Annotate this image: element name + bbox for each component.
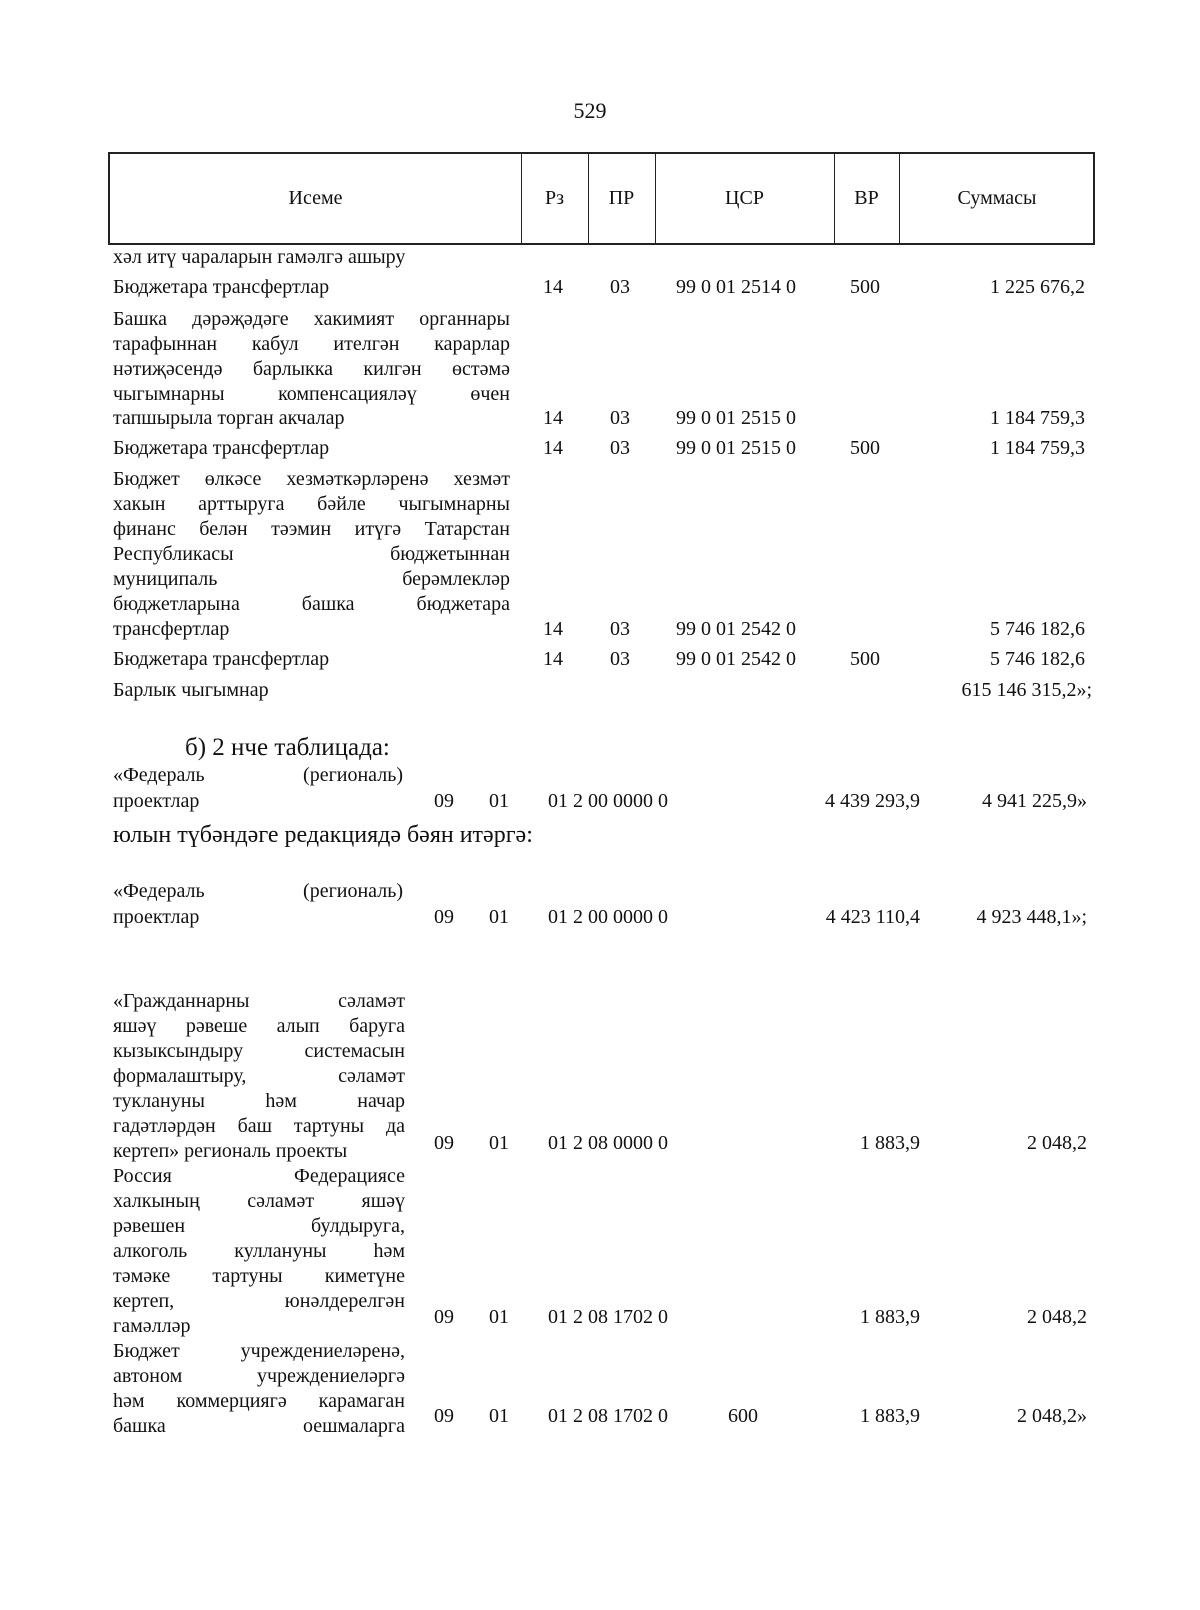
row-name: Бюджет өлкәсе хезмәткәрләренә хезмәт xyxy=(113,468,510,490)
row-pr: 03 xyxy=(610,648,630,670)
new-row-name: туклануны һәм начар xyxy=(113,1090,405,1112)
row-sum: 1 184 759,3 xyxy=(990,437,1085,459)
new-row-sum2: 4 923 448,1»; xyxy=(976,906,1087,928)
row-name: бюджетларына башка бюджетара xyxy=(113,593,510,615)
table-header xyxy=(108,152,1095,245)
header-rz: Рз xyxy=(544,187,565,209)
row-pr: 03 xyxy=(610,618,630,640)
new-row-csr: 01 2 08 0000 0 xyxy=(548,1132,668,1154)
new-row-name: «Федераль (региональ) xyxy=(113,880,403,902)
total-label: Барлык чыгымнар xyxy=(113,679,269,701)
row-rz: 14 xyxy=(543,407,563,429)
row-sum: 1 184 759,3 xyxy=(990,407,1085,429)
new-row-rz: 09 xyxy=(434,1132,454,1154)
new-row-name: кертеп» региональ проекты xyxy=(113,1140,348,1162)
row-sum: 5 746 182,6 xyxy=(990,648,1085,670)
new-row-name: гамәлләр xyxy=(113,1315,191,1337)
row-name: тарафыннан кабул ителгән карарлар xyxy=(113,333,510,355)
row-vr: 500 xyxy=(850,648,880,670)
new-row-name: Россия Федерациясе xyxy=(113,1165,405,1187)
row-rz: 14 xyxy=(543,618,563,640)
new-row-csr: 01 2 08 1702 0 xyxy=(548,1306,668,1328)
row-name: хәл итү чараларын гамәлгә ашыру xyxy=(113,246,406,268)
row-name: финанс белән тәэмин итүгә Татарстан xyxy=(113,518,510,540)
row-name: Бюджетара трансфертлар xyxy=(113,437,330,459)
old-row-csr: 01 2 00 0000 0 xyxy=(548,790,668,812)
new-row-rz: 09 xyxy=(434,1405,454,1427)
page-number: 529 xyxy=(573,98,607,123)
row-pr: 03 xyxy=(610,437,630,459)
new-row-name: яшәү рәвеше алып баруга xyxy=(113,1015,405,1037)
new-row-name: башка оешмаларга xyxy=(113,1415,405,1437)
new-row-name: «Гражданнарны сәламәт xyxy=(113,990,405,1012)
header-csr: ЦСР xyxy=(725,187,764,209)
new-row-pr: 01 xyxy=(489,1405,509,1427)
row-pr: 03 xyxy=(610,276,630,298)
new-row-name: кертеп, юнәлдерелгән xyxy=(113,1290,405,1312)
total-sum: 615 146 315,2»; xyxy=(961,679,1092,701)
row-csr: 99 0 01 2542 0 xyxy=(676,618,796,640)
new-row-sum1: 1 883,9 xyxy=(860,1132,920,1154)
old-row-sum1: 4 439 293,9 xyxy=(825,790,920,812)
header-sum: Суммасы xyxy=(957,187,1037,209)
new-row-name: формалаштыру, сәламәт xyxy=(113,1065,405,1087)
new-row-sum2: 2 048,2 xyxy=(1027,1306,1087,1328)
row-name: хакын арттыруга бәйле чыгымнарны xyxy=(113,493,510,515)
row-name: муниципаль берәмлекләр xyxy=(113,568,510,590)
row-vr: 500 xyxy=(850,437,880,459)
old-row-pr: 01 xyxy=(489,790,509,812)
new-row-name: тәмәке тартуны киметүне xyxy=(113,1265,405,1287)
new-row-vr: 600 xyxy=(728,1405,758,1427)
row-name: трансфертлар xyxy=(113,618,230,640)
new-row-pr: 01 xyxy=(489,1132,509,1154)
instruction-text: юлын түбәндәге редакциядә бәян итәргә: xyxy=(113,822,533,848)
row-name: тапшырыла торган акчалар xyxy=(113,407,345,429)
section-b-heading: б) 2 нче таблицада: xyxy=(185,734,390,761)
old-row-name: «Федераль (региональ) xyxy=(113,764,403,786)
new-row-sum1: 4 423 110,4 xyxy=(825,906,920,928)
row-csr: 99 0 01 2514 0 xyxy=(676,276,796,298)
new-row-rz: 09 xyxy=(434,906,454,928)
row-vr: 500 xyxy=(850,276,880,298)
new-row-name: алкоголь куллануны һәм xyxy=(113,1240,405,1262)
row-name: чыгымнарны компенсацияләү өчен xyxy=(113,383,510,405)
new-row-pr: 01 xyxy=(489,1306,509,1328)
header-pr: ПР xyxy=(608,187,635,209)
row-name: Бюджетара трансфертлар xyxy=(113,276,330,298)
new-row-sum2: 2 048,2 xyxy=(1027,1132,1087,1154)
row-rz: 14 xyxy=(543,437,563,459)
old-row-name: проектлар xyxy=(113,790,200,812)
old-row-sum2: 4 941 225,9» xyxy=(982,790,1087,812)
row-sum: 5 746 182,6 xyxy=(990,618,1085,640)
new-row-csr: 01 2 08 1702 0 xyxy=(548,1405,668,1427)
row-rz: 14 xyxy=(543,276,563,298)
row-csr: 99 0 01 2515 0 xyxy=(676,407,796,429)
new-row-name: кызыксындыру системасын xyxy=(113,1040,405,1062)
new-row-rz: 09 xyxy=(434,1306,454,1328)
row-sum: 1 225 676,2 xyxy=(990,276,1085,298)
new-row-csr: 01 2 00 0000 0 xyxy=(548,906,668,928)
row-csr: 99 0 01 2542 0 xyxy=(676,648,796,670)
old-row-rz: 09 xyxy=(434,790,454,812)
new-row-name: Бюджет учреждениеләренә, xyxy=(113,1340,405,1362)
new-row-sum1: 1 883,9 xyxy=(860,1405,920,1427)
new-row-name: автоном учреждениеләргә xyxy=(113,1365,405,1387)
new-row-pr: 01 xyxy=(489,906,509,928)
row-name: нәтиҗәсендә барлыкка килгән өстәмә xyxy=(113,358,510,380)
row-name: Башка дәрәҗәдәге хакимият органнары xyxy=(113,308,510,330)
new-row-name: проектлар xyxy=(113,906,200,928)
new-row-name: халкының сәламәт яшәү xyxy=(113,1190,405,1212)
new-row-sum1: 1 883,9 xyxy=(860,1306,920,1328)
new-row-name: гадәтләрдән баш тартуны да xyxy=(113,1115,405,1137)
new-row-sum2: 2 048,2» xyxy=(1017,1405,1087,1427)
row-pr: 03 xyxy=(610,407,630,429)
new-row-name: рәвешен булдыруга, xyxy=(113,1215,405,1237)
header-vr: ВР xyxy=(854,187,879,209)
new-row-name: һәм коммерциягә карамаган xyxy=(113,1390,405,1412)
row-rz: 14 xyxy=(543,648,563,670)
row-csr: 99 0 01 2515 0 xyxy=(676,437,796,459)
header-name: Исеме xyxy=(288,187,343,209)
row-name: Бюджетара трансфертлар xyxy=(113,648,330,670)
row-name: Республикасы бюджетыннан xyxy=(113,543,510,565)
